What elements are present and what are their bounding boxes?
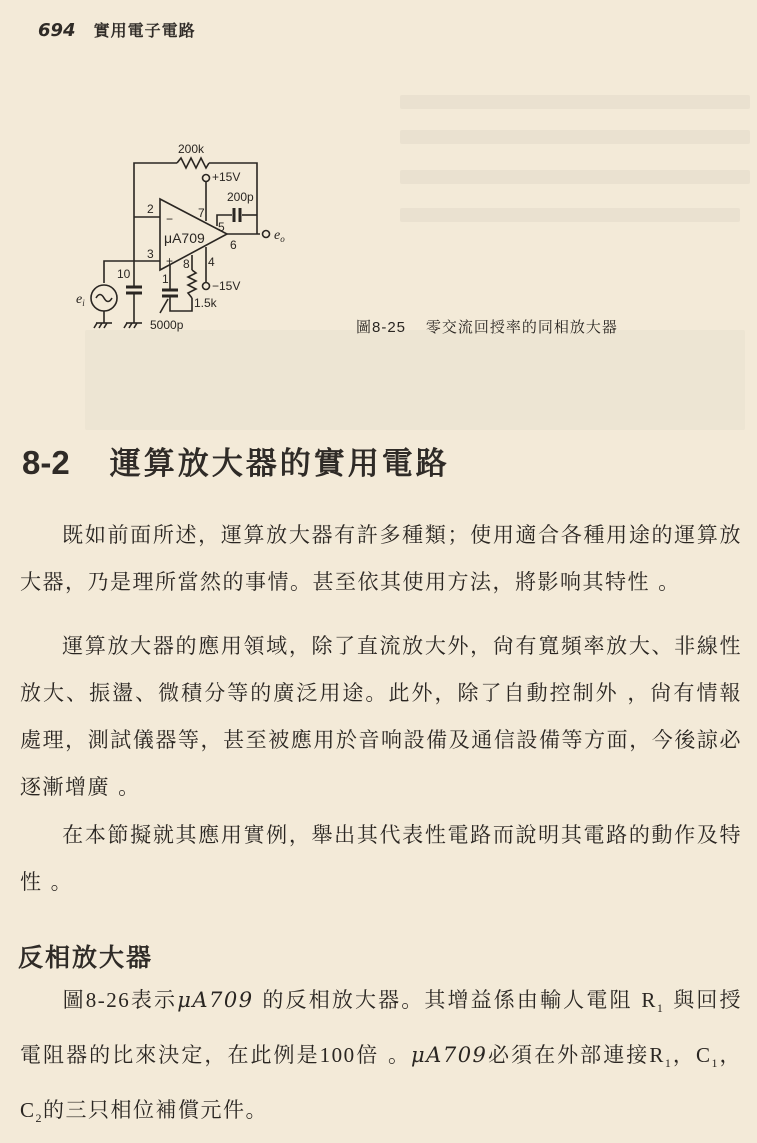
paragraph-2-text: 運算放大器的應用領域，除了直流放大外，尙有寬頻率放大、非線性放大、振盪、微積分等的廣泛用途。此外，除了自動控制外 ，尙有情報處理，測試儀器等，甚至被應用於音响設備及通信設備等方面，今後諒必逐漸增廣 。 <box>20 634 742 799</box>
label-200p: 200p <box>227 190 254 204</box>
section-number: 8-2 <box>22 444 70 481</box>
section-heading <box>22 438 450 483</box>
figure-caption-text: 零交流回授率的同相放大器 <box>425 318 618 336</box>
running-title: 實用電子電路 <box>93 21 196 40</box>
label-pin5: 5 <box>218 220 225 234</box>
label-ua709: μA709 <box>164 230 205 246</box>
bleed-through-text <box>400 130 750 144</box>
label-pin2: 2 <box>147 202 154 216</box>
paragraph-1-text: 既如前面所述，運算放大器有許多種類；使用適合各種用途的運算放大器，乃是理所當然的事情。甚至依其使用方法，將影响其特性 。 <box>20 523 742 594</box>
figure-caption <box>356 316 618 337</box>
bleed-through-text <box>400 170 750 184</box>
label-cap-10: 10 <box>117 267 131 281</box>
bleed-through-table <box>85 330 745 430</box>
label-pin4: 4 <box>208 255 215 269</box>
figure-number: 圖8-25 <box>356 319 407 336</box>
label-plus: + <box>166 254 174 268</box>
label-5000p: 5000p <box>150 318 184 332</box>
label-minus: − <box>166 212 174 226</box>
label-plus-15v: +15V <box>212 170 241 184</box>
section-title: 運算放大器的實用電路 <box>109 446 450 482</box>
label-output-eo: $e_o$ <box>274 228 285 244</box>
label-minus-15v: −15V <box>212 279 241 293</box>
page-header <box>38 18 196 41</box>
bleed-through-text <box>400 208 740 222</box>
paragraph-2 <box>20 623 742 811</box>
label-pin3: 3 <box>147 247 154 261</box>
paragraph-3 <box>20 812 742 906</box>
page-number: 694 <box>38 20 76 41</box>
label-pin6: 6 <box>230 238 237 252</box>
label-pin7: 7 <box>198 206 205 220</box>
label-pin8: 8 <box>183 257 190 271</box>
paragraph-1 <box>20 512 742 606</box>
opamp-circuit-icon <box>76 135 322 340</box>
paragraph-3-text: 在本節擬就其應用實例，舉出其代表性電路而說明其電路的動作及特性 。 <box>20 823 742 894</box>
paragraph-4: 圖8-26表示μA709 的反相放大器。其增益係由輸人電阻 $R_1$ 與回授電阻器的比來決定，在此例是100倍 。μA709必須在外部連接$R_1$，$C_1$，$C_2$的三只相位補償元件。 <box>20 988 743 1126</box>
bleed-through-text <box>400 95 750 109</box>
label-pin1: 1 <box>162 272 169 286</box>
subsection-title: 反相放大器 <box>18 943 154 972</box>
label-1-5k: 1.5k <box>194 296 217 310</box>
label-200k: 200k <box>178 142 205 156</box>
circuit-diagram-figure-8-25 <box>76 135 322 340</box>
label-input-ei: $e_i$ <box>76 292 85 308</box>
